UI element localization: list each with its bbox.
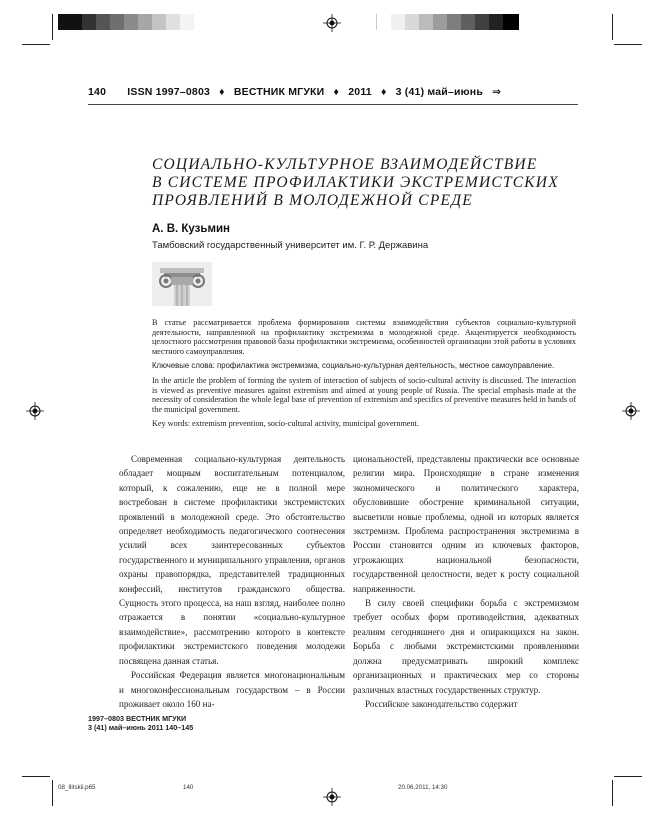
arrow-icon: ⇒ xyxy=(492,86,502,98)
registration-mark-left-icon xyxy=(26,402,44,420)
registration-mark-top-icon xyxy=(323,14,341,32)
journal-issue: 3 (41) май–июнь xyxy=(395,86,483,98)
article-title xyxy=(152,156,592,210)
slug-filename: 08_Ilitskii.p65 xyxy=(58,784,96,791)
running-header xyxy=(88,86,578,98)
registration-mark-right-icon xyxy=(622,402,640,420)
author-affiliation: Тамбовский государственный университет им. Г. Р. Державина xyxy=(152,240,429,251)
page-footer xyxy=(88,714,193,732)
registration-mark-bottom-icon xyxy=(323,788,341,806)
crop-mark-tr-h xyxy=(614,44,642,45)
crop-mark-br-h xyxy=(614,776,642,777)
body-paragraph: Российское законодательство содержит xyxy=(365,698,518,709)
crop-mark-bl-h xyxy=(22,776,50,777)
body-column-left xyxy=(119,452,345,711)
ionic-column-logo-icon xyxy=(152,262,212,306)
crop-mark-tr-v xyxy=(612,14,613,40)
body-paragraph: Современная социально-культурная деятельность обладает мощным воспитательным потенциалом, который, к сожалению, еще не в полной мере востребован в системе профилактики экстремистских проявлений в молодежной среде. Это обстоятельство определяет необходимость педагогического соотнесения усилий всех заинтересованных субъектов государственного и муниципального управления, органов охраны правопорядка, представителей традиционных конфессий, институтов гражданского общества. Сущность этого процесса, на наш взгляд, наиболее полно отражается в понятии «социально-культурное взаимодействие», рассмотрению которого в контексте профилактики экстремистского поведения молодежи посвящена данная статья. xyxy=(119,454,345,666)
slug-page: 140 xyxy=(183,784,194,791)
header-separator: ♦ xyxy=(380,86,387,98)
crop-mark-br-v xyxy=(612,780,613,806)
keywords-en: Key words: extremism prevention, socio-cultural activity, municipal government. xyxy=(152,419,419,429)
header-rule xyxy=(88,104,578,105)
body-column-right xyxy=(353,452,579,711)
header-separator: ♦ xyxy=(219,86,225,98)
crop-mark-tl-v xyxy=(52,14,53,40)
keywords-ru: Ключевые слова: профилактика экстремизма, социально-культурная деятельность, местное самоуправление. xyxy=(152,361,555,371)
print-color-bar-right xyxy=(376,14,519,30)
abstract-en: In the article the problem of forming the system of interaction of subjects of socio-cultural activity is discussed. The interaction is viewed as preventive measures against extremism and aimed at young people of Russia. The special emphasis made at the necessity of consideration the whole legal base of prevention of extremism and specifics of preventive measures held in hands of the municipal government. xyxy=(152,375,576,414)
footer-issue: 3 (41) май–июнь 2011 140–145 xyxy=(88,723,194,732)
author-name: А. В. Кузьмин xyxy=(152,223,230,235)
title-line: В СИСТЕМЕ ПРОФИЛАКТИКИ ЭКСТРЕМИСТСКИХ xyxy=(152,174,559,191)
title-line: СОЦИАЛЬНО-КУЛЬТУРНОЕ ВЗАИМОДЕЙСТВИЕ xyxy=(152,156,538,173)
abstract-ru: В статье рассматривается проблема формирования системы взаимодействия субъектов социально-культурной деятельности, направленной на профилактику экстремизма в молодежной среде. Акцентируется необходимость целостного рассмотрения правовой базы профилактики экстремизма, особенностей организации этой работы в условиях местного самоуправления. xyxy=(152,318,576,356)
body-paragraph: циональностей, представлены практически все основные религии мира. Происходящие в стране изменения экономического и политического характера, обусловившие обострение криминальной ситуации, высветили новые проблемы, одной из которых является экстремизм. Проблема распространения экстремизма в России становится одним из ключевых факторов, угрожающих национальной безопасности, государственной целостности, ведет к росту социальной напряженности. xyxy=(353,454,579,594)
footer-journal: 1997–0803 ВЕСТНИК МГУКИ xyxy=(88,714,187,723)
crop-mark-tl-h xyxy=(22,44,50,45)
title-line: ПРОЯВЛЕНИЙ В МОЛОДЕЖНОЙ СРЕДЕ xyxy=(152,192,473,209)
page-number: 140 xyxy=(88,86,107,98)
crop-mark-bl-v xyxy=(52,780,53,806)
print-color-bar-left xyxy=(58,14,204,30)
slug-datetime: 20.06.2011, 14:30 xyxy=(398,784,448,791)
body-paragraph: Российская Федерация является многонациональным и многоконфессиональным государством – в России проживает около 160 на- xyxy=(119,670,345,709)
header-separator: ♦ xyxy=(333,86,340,98)
issn: ISSN 1997–0803 xyxy=(127,86,211,98)
journal-name: ВЕСТНИК МГУКИ xyxy=(233,86,325,98)
body-paragraph: В силу своей специфики борьба с экстремизмом требует особых форм противодействия, адекватных реалиям сегодняшнего дня и опирающихся на закон. Борьба с любыми экстремистскими проявлениями должна предусматривать широкий комплекс организационных и практических мер со стороны различных властных государственных структур. xyxy=(353,598,579,695)
abstract-block xyxy=(152,318,576,434)
journal-year: 2011 xyxy=(348,86,372,98)
